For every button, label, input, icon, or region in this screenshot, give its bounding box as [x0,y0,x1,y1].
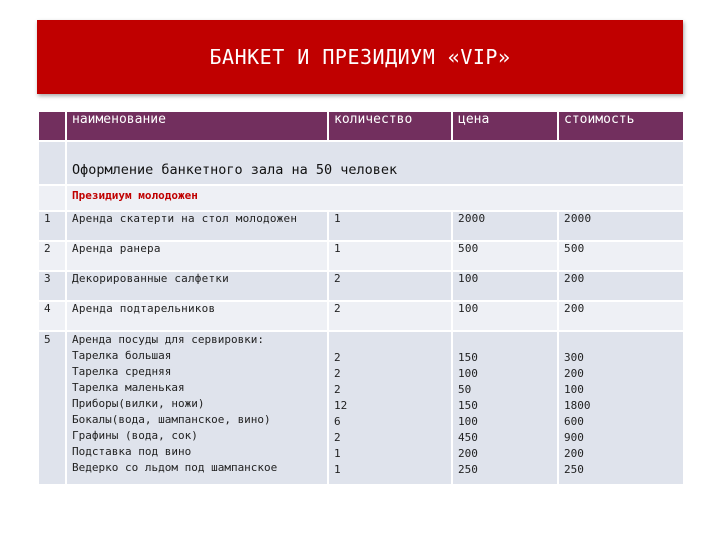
tableware-cost: 900 [564,431,584,444]
tableware-quantity: 2 [334,431,341,444]
tableware-quantities [328,331,452,485]
subsection-title: Президиум молодожен [66,185,684,211]
row-quantity: 2 [328,301,452,331]
title-banner [37,20,683,94]
tableware-name: Бокалы(вода, шампанское, вино) [72,413,271,426]
tableware-price: 150 [458,399,478,412]
tableware-quantity: 2 [334,351,341,364]
tableware-name: Ведерко со льдом под шампанское [72,461,278,474]
tableware-name: Аренда посуды для сервировки: [72,333,265,346]
row-number: 4 [38,301,66,331]
tableware-price: 100 [458,367,478,380]
tableware-name: Графины (вода, сок) [72,429,198,442]
tableware-cost: 300 [564,351,584,364]
page-title: БАНКЕТ И ПРЕЗИДИУМ «VIP» [209,45,511,69]
row-cost: 2000 [558,211,684,241]
tableware-price: 50 [458,383,472,396]
tableware-cost: 600 [564,415,584,428]
tableware-names [66,331,328,485]
tableware-quantity: 6 [334,415,341,428]
row-name: Аренда ранера [66,241,328,271]
table-row [38,241,684,271]
header-name: наименование [66,111,328,141]
tableware-name: Подставка под вино [72,445,192,458]
row-quantity: 1 [328,211,452,241]
tableware-price: 200 [458,447,478,460]
row-price: 2000 [452,211,558,241]
table-row [38,271,684,301]
tableware-cost: 250 [564,463,584,476]
row-name: Декорированные салфетки [66,271,328,301]
tableware-price: 450 [458,431,478,444]
header-price: цена [452,111,558,141]
tableware-quantity: 1 [334,447,341,460]
tableware-cost: 100 [564,383,584,396]
tableware-name: Тарелка средняя [72,365,172,378]
row-cost: 200 [558,271,684,301]
tableware-price: 150 [458,351,478,364]
tableware-cost: 1800 [564,399,591,412]
tableware-cost: 200 [564,447,584,460]
tableware-quantity: 2 [334,367,341,380]
price-table [37,110,685,486]
header-quantity: количество [328,111,452,141]
tableware-quantity: 2 [334,383,341,396]
row-number: 2 [38,241,66,271]
subsection-row [38,185,684,211]
tableware-prices [452,331,558,485]
tableware-name: Приборы(вилки, ножи) [72,397,205,410]
tableware-quantity: 1 [334,463,341,476]
table-row [38,211,684,241]
section-row [38,141,684,185]
table-row [38,301,684,331]
tableware-price: 250 [458,463,478,476]
tableware-cost: 200 [564,367,584,380]
row-price: 100 [452,271,558,301]
row-number: 1 [38,211,66,241]
row-cost: 200 [558,301,684,331]
row-number: 3 [38,271,66,301]
row-name: Аренда подтарельников [66,301,328,331]
tableware-name: Тарелка большая [72,349,172,362]
section-title: Оформление банкетного зала на 50 человек [66,141,684,185]
tableware-price: 100 [458,415,478,428]
row-price: 100 [452,301,558,331]
header-number [38,111,66,141]
row-quantity: 2 [328,271,452,301]
table-row-tableware [38,331,684,485]
tableware-quantity: 12 [334,399,348,412]
row-number: 5 [38,331,66,485]
row-quantity: 1 [328,241,452,271]
row-name: Аренда скатерти на стол молодожен [66,211,328,241]
row-cost: 500 [558,241,684,271]
header-cost: стоимость [558,111,684,141]
tableware-costs [558,331,684,485]
row-price: 500 [452,241,558,271]
tableware-name: Тарелка маленькая [72,381,185,394]
header-row [38,111,684,141]
